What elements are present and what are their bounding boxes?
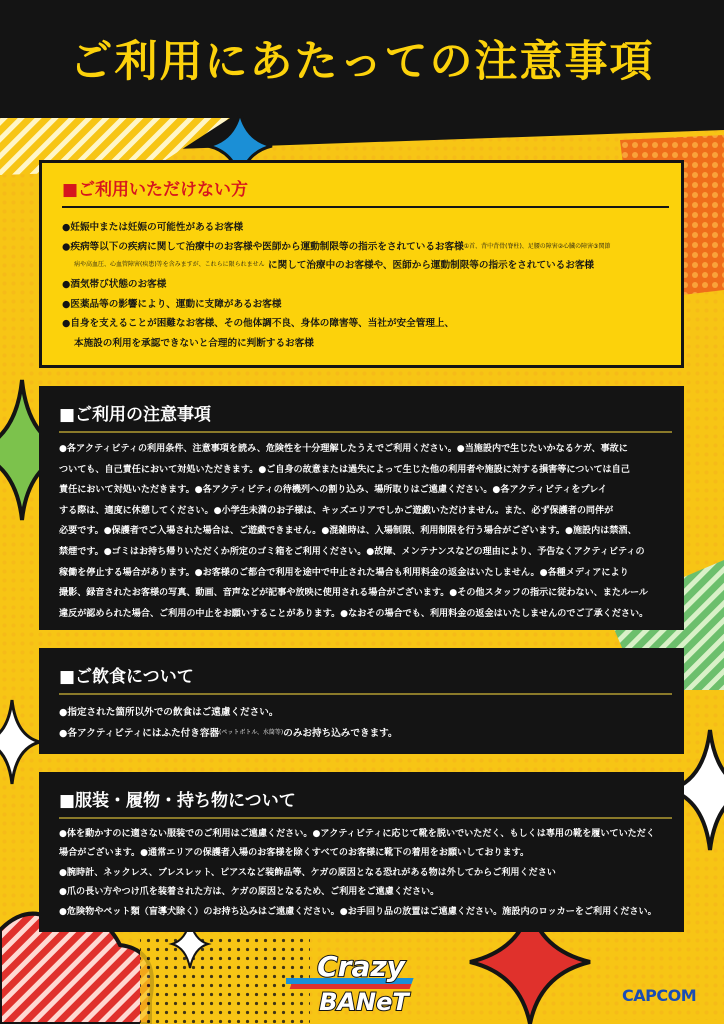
text-line: する際は、適度に休憩してください。●小学生未満のお子様は、キッズエリアでしかご遊戯いただけません。また、必ず保護者の同伴が — [59, 505, 614, 516]
text-line: 必要です。●保護者でご入場された場合は、ご遊戯できません。●混雑時は、入場制限、利用制限を行う場合がございます。●施設内は禁酒、 — [59, 526, 637, 537]
section-body — [59, 439, 666, 624]
section-not-available — [39, 160, 684, 368]
text-line: ついても、自己責任において対処いただきます。●ご自身の故意または過失によって生じた他の利用者や施設に対する損害等については自己 — [59, 464, 630, 475]
section-precautions — [39, 386, 684, 630]
text-line: ●体を動かすのに適さない服装でのご利用はご遠慮ください。●アクティビティに応じて靴を脱いでいただく、もしくは専用の靴を履いていただく — [59, 829, 655, 839]
logo-line1: Crazy — [317, 950, 405, 983]
list-item: ●妊娠中または妊娠の可能性があるお客様 — [62, 222, 244, 233]
section-heading: ■ご利用いただけない方 — [62, 179, 669, 208]
text-line: ●危険物やペット類（盲導犬除く）のお持ち込みはご遠慮ください。●お手回り品の放置はご遠慮ください。施設内のロッカーをご利用ください。 — [59, 906, 657, 917]
list-item: ●指定された箇所以外での飲食はご遠慮ください。 — [59, 707, 279, 718]
text-line: 違反が認められた場合、ご利用の中止をお願いすることがあります。●なおその場合でも、利用料金の返金はいたしませんのでご了承ください。 — [59, 608, 649, 619]
text-line: ●腕時計、ネックレス、ブレスレット、ピアスなど装飾品等、ケガの原因となる恐れがある物は外してからご利用ください — [59, 867, 556, 878]
list-item-note: ①首、背中背骨(脊柱)、足腰の障害②心臓の障害③関節 — [463, 242, 611, 250]
dots-black-bottom — [140, 935, 310, 1024]
capcom-logo: CAPCOM — [622, 986, 697, 1005]
crazy-banet-logo — [286, 944, 436, 1016]
text-line: ●爪の長い方やつけ爪を装着された方は、ケガの原因となるため、ご利用をご遠慮ください。 — [59, 887, 440, 898]
text-line: 稼働を停止する場合があります。●お客様のご都合で利用を途中で中止された場合も利用料金の返金はいたしません。●各種メディアにより — [59, 567, 629, 578]
list-item: ●自身を支えることが困難なお客様、その他体調不良、身体の障害等、当社が安全管理上、 — [62, 318, 455, 330]
list-item-text: に関して治療中のお客様や、医師から運動制限等の指示をされているお客様 — [268, 259, 595, 271]
list-item-note: 病や高血圧、心血管障害(疾患)等を含みますが、これらに限られません — [74, 261, 265, 268]
text-line: 責任において対処いただきます。●各アクティビティの待機列への割り込み、場所取りはご遠慮ください。●各アクティビティをプレイ — [59, 485, 607, 496]
list-item-note: (ペットボトル、水筒等) — [219, 728, 284, 736]
section-body — [59, 825, 666, 922]
list-item-text: ●疾病等以下の疾病に関して治療中のお客様や医師から運動制限等の指示をされているお客様 — [62, 241, 464, 252]
section-clothing — [39, 772, 684, 932]
text-line: 禁煙です。●ゴミはお持ち帰りいただくか所定のゴミ箱をご利用ください。●故障、メンテナンスなどの理由により、予告なくアクティビティの — [59, 546, 645, 557]
list-item — [62, 255, 663, 275]
section-food — [39, 648, 684, 754]
list-item-text: ●各アクティビティにはふた付き容器 — [59, 727, 220, 739]
page-title: ご利用にあたっての注意事項 — [69, 37, 655, 87]
list-item — [62, 238, 663, 256]
section-heading: ■ご利用の注意事項 — [59, 404, 672, 433]
logo-line2: BANeT — [319, 988, 409, 1016]
list-item: ●酒気帯び状態のお客様 — [62, 279, 167, 291]
list-item — [59, 723, 666, 743]
section-heading: ■服装・履物・持ち物について — [59, 790, 672, 819]
list-item: 本施設の利用を承認できないと合理的に判断するお客様 — [74, 337, 314, 349]
list-item-text: のみお持ち込みできます。 — [283, 727, 398, 739]
section-heading: ■ご飲食について — [59, 666, 672, 695]
section-body — [62, 218, 663, 353]
section-body — [59, 703, 666, 743]
list-item: ●医薬品等の影響により、運動に支障があるお客様 — [62, 298, 282, 310]
text-line: 撮影、録音されたお客様の写真、動画、音声などが記事や放映に使用される場合がございます。●その他スタッフの指示に従わない、またルール — [59, 588, 649, 599]
text-line: 場合がございます。●通常エリアの保護者入場のお客様を除くすべてのお客様に靴下の着用をお願いしております。 — [59, 848, 530, 859]
text-line: ●各アクティビティの利用条件、注意事項を読み、危険性を十分理解したうえでご利用ください。●当施設内で生じたいかなるケガ、事故に — [59, 444, 628, 454]
